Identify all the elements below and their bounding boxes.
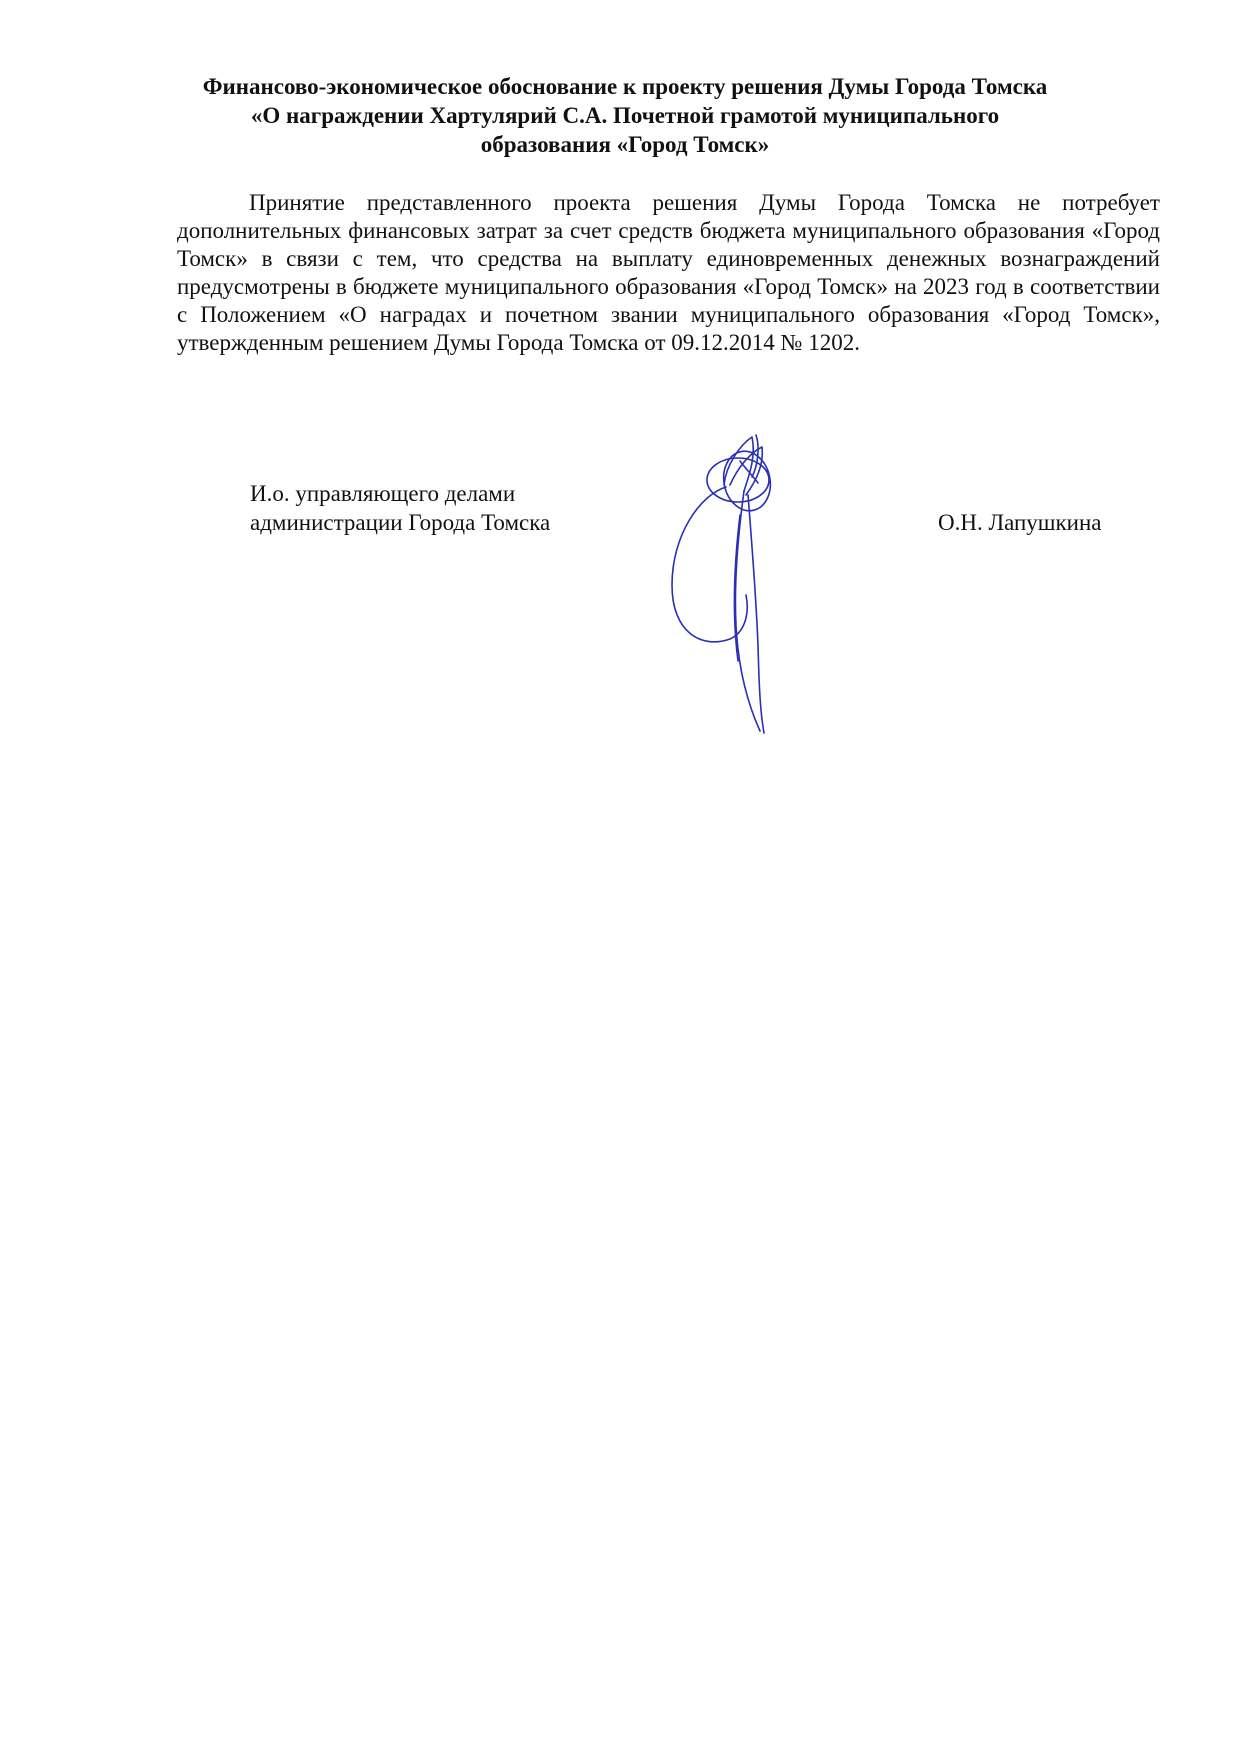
signatory-position-line-1: И.о. управляющего делами <box>250 481 516 506</box>
title-line-1: Финансово-экономическое обоснование к проекту решения Думы Города Томска <box>202 74 1048 99</box>
body-paragraph: Принятие представленного проекта решения Думы Города Томска не потребует дополнительных финансовых затрат за счет средств бюджета муниципального образования «Город Томск» в связи с тем, что средства на выплату единовременных денежных вознаграждений предусмотрены в бюджете муниципального образования «Город Томск» на 2023 год в соответствии с Положением «О наградах и почетном звании муниципального образования «Город Томск», утвержденным решением Думы Города Томска от 09.12.2014 № 1202. <box>177 190 1160 355</box>
signatory-name: О.Н. Лапушкина <box>938 510 1102 535</box>
signatory-position-line-2: администрации Города Томска <box>250 510 551 535</box>
title-line-2: «О награждении Хартулярий С.А. Почетной грамотой муниципального <box>250 103 1000 128</box>
signatory-position <box>250 479 550 537</box>
handwritten-signature <box>660 425 810 745</box>
title-line-3: образования «Город Томск» <box>480 132 770 157</box>
document-title <box>150 72 1100 159</box>
